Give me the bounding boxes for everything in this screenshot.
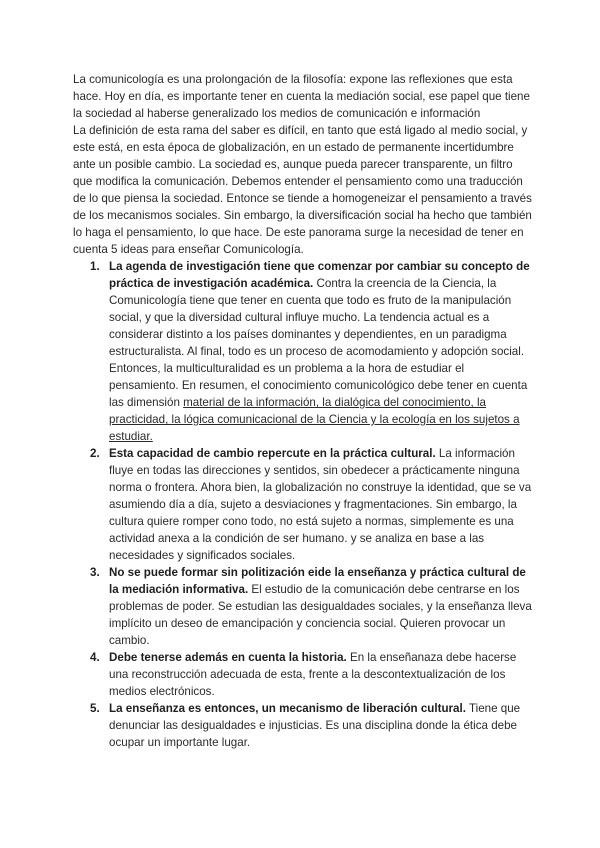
idea-body: Contra la creencia de la Ciencia, la Comunicología tiene que tener en cuenta que todo es fruto de la manipulación social, y que la diversidad cultural influye mucho. La tendencia actual es a considerar distinto a los países dominantes y dependientes, en un paradigma estructuralista. Al final, todo es un proceso de acomodamiento y adopción social. Entonces, la multiculturalidad es un problema a la hora de estudiar el pensamiento. En resumen, el conocimiento comunicológico debe tener en cuenta las dimensión [109, 277, 528, 409]
list-number: 2. [90, 447, 100, 460]
idea-heading: No se puede formar sin politización eide la enseñanza y práctica cultural de la mediación informativa. [109, 566, 526, 596]
intro-paragraph-2: La definición de esta rama del saber es difícil, en tanto que está ligado al medio social, y este está, en esta época de globalización, en un estado de permanente incertidumbre ante un posible cambio. La sociedad es, aunque pueda parecer transparente, un filtro que modifica la comunicación. Debemos entender el pensamiento como una traducción de lo que piensa la sociedad. Entonce se tiende a homogeneizar el pensamiento a través de los mecanismos sociales. Sin embargo, la diversificación social ha hecho que también lo haga el pensamiento, lo que hace. De este panorama surge la necesidad de tener en cuenta 5 ideas para enseñar Comunicología. [73, 124, 532, 256]
document-page [73, 71, 535, 751]
list-item-3 [73, 564, 535, 649]
list-number: 5. [90, 702, 100, 715]
idea-body: En la enseñanaza debe hacerse una reconstrucción adecuada de esta, frente a la descontextualización de los medios electrónicos. [109, 651, 517, 698]
list-item-5 [73, 700, 535, 751]
intro-paragraph-1: La comunicología es una prolongación de la filosofía: expone las reflexiones que esta hace. Hoy en día, es importante tener en cuenta la mediación social, ese papel que tiene la sociedad al haberse generalizado los medios de comunicación e información [73, 73, 530, 120]
idea-heading: La agenda de investigación tiene que comenzar por cambiar su concepto de práctica de investigación académica. [109, 260, 530, 290]
idea-heading: La enseñanza es entonces, un mecanismo de liberación cultural. [109, 702, 466, 715]
list-item-1 [73, 258, 535, 445]
idea-heading: Debe tenerse además en cuenta la historia. [109, 651, 347, 664]
idea-underlined-text: material de la información, la dialógica del conocimiento, la practicidad, la lógica comunicacional de la Ciencia y la ecología en los sujetos a estudiar. [109, 396, 520, 443]
list-number: 1. [90, 260, 100, 273]
list-item-2 [73, 445, 535, 564]
list-number: 3. [90, 566, 100, 579]
list-item-4 [73, 649, 535, 700]
ideas-list [73, 258, 535, 751]
idea-body: Tiene que denunciar las desigualdades e injusticias. Es una disciplina donde la ética debe ocupar un importante lugar. [109, 702, 521, 749]
list-number: 4. [90, 651, 100, 664]
idea-body: La información fluye en todas las direcciones y sentidos, sin obedecer a prácticamente ninguna norma o frontera. Ahora bien, la globalización no construye la identidad, que se va asumiendo día a día, sujeto a desviaciones y fragmentaciones. Sin embargo, la cultura quiere romper cono todo, no está sujeto a normas, simplemente es una actividad anexa a la condición de ser humano. y se analiza en base a las necesidades y significados sociales. [109, 447, 532, 562]
idea-heading: Esta capacidad de cambio repercute en la práctica cultural. [109, 447, 436, 460]
idea-body: El estudio de la comunicación debe centrarse en los problemas de poder. Se estudian las desigualdades sociales, y la enseñanza lleva implícito un deseo de emancipación y conciencia social. Quieren provocar un cambio. [109, 583, 532, 647]
